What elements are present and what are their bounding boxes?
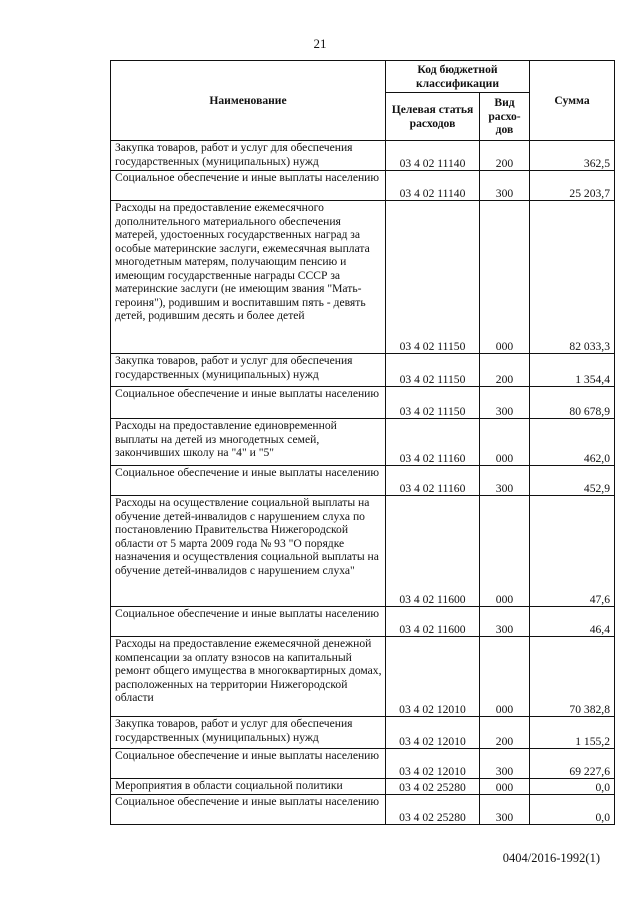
row-name: Расходы на предоставление ежемесячного дополнительного материального обеспечения матерей, удостоенных государственных наград за особые материнские заслуги, ежемесячная выплата многодетным матерям, получающим пенсию и имеющим государственные награды СССР за материнские заслуги (не имеющим звания "Мать-героиня"), родившим и воспитавшим пять - девять детей, родившим десять и более детей	[111, 201, 386, 354]
row-sum: 452,9	[530, 466, 615, 496]
row-name: Мероприятия в области социальной политики	[111, 779, 386, 795]
table-row	[111, 141, 615, 171]
row-kind: 000	[480, 201, 530, 354]
row-code: 03 4 02 11600	[386, 607, 480, 637]
row-sum: 47,6	[530, 496, 615, 607]
header-code-group: Код бюджетной классификации	[386, 61, 530, 93]
row-code: 03 4 02 11140	[386, 141, 480, 171]
row-code: 03 4 02 12010	[386, 637, 480, 717]
row-code: 03 4 02 11600	[386, 496, 480, 607]
row-kind: 300	[480, 749, 530, 779]
budget-table	[110, 60, 615, 825]
row-name: Расходы на осуществление социальной выплаты на обучение детей-инвалидов с нарушением слуха по постановлению Правительства Нижегородской области от 5 марта 2009 года № 93 "О порядке назначения и осуществления социальной выплаты на обучение детей-инвалидов с нарушением слуха"	[111, 496, 386, 607]
header-expense-type: Вид расхо-дов	[480, 93, 530, 141]
table-row	[111, 795, 615, 825]
page-number: 21	[313, 36, 327, 51]
table-row	[111, 201, 615, 354]
table-row	[111, 466, 615, 496]
row-sum: 462,0	[530, 419, 615, 466]
table-row	[111, 637, 615, 717]
row-kind: 300	[480, 466, 530, 496]
table-row	[111, 779, 615, 795]
row-code: 03 4 02 11160	[386, 419, 480, 466]
table-row	[111, 419, 615, 466]
row-sum: 70 382,8	[530, 637, 615, 717]
table-row	[111, 387, 615, 419]
table-row	[111, 749, 615, 779]
row-name: Социальное обеспечение и иные выплаты населению	[111, 171, 386, 201]
header-target-article: Целевая статья расходов	[386, 93, 480, 141]
row-code: 03 4 02 12010	[386, 717, 480, 749]
row-kind: 300	[480, 795, 530, 825]
row-code: 03 4 02 11150	[386, 354, 480, 387]
row-sum: 0,0	[530, 795, 615, 825]
row-code: 03 4 02 25280	[386, 779, 480, 795]
row-sum: 69 227,6	[530, 749, 615, 779]
row-kind: 000	[480, 637, 530, 717]
row-kind: 000	[480, 419, 530, 466]
table-row	[111, 496, 615, 607]
row-sum: 82 033,3	[530, 201, 615, 354]
header-sum: Сумма	[530, 61, 615, 141]
row-kind: 200	[480, 354, 530, 387]
row-sum: 362,5	[530, 141, 615, 171]
row-sum: 25 203,7	[530, 171, 615, 201]
row-sum: 1 155,2	[530, 717, 615, 749]
row-kind: 300	[480, 171, 530, 201]
row-code: 03 4 02 11140	[386, 171, 480, 201]
row-name: Расходы на предоставление единовременной выплаты на детей из многодетных семей, закончивших школу на "4" и "5"	[111, 419, 386, 466]
row-code: 03 4 02 12010	[386, 749, 480, 779]
table-row	[111, 171, 615, 201]
row-code: 03 4 02 11150	[386, 201, 480, 354]
row-name: Социальное обеспечение и иные выплаты населению	[111, 387, 386, 419]
row-code: 03 4 02 11160	[386, 466, 480, 496]
row-code: 03 4 02 11150	[386, 387, 480, 419]
row-name: Социальное обеспечение и иные выплаты населению	[111, 466, 386, 496]
row-kind: 300	[480, 607, 530, 637]
row-kind: 000	[480, 779, 530, 795]
row-kind: 200	[480, 141, 530, 171]
document-number: 0404/2016-1992(1)	[502, 851, 600, 865]
header-name: Наименование	[111, 61, 386, 141]
row-sum: 1 354,4	[530, 354, 615, 387]
row-name: Социальное обеспечение и иные выплаты населению	[111, 749, 386, 779]
table-header	[111, 61, 615, 141]
row-kind: 000	[480, 496, 530, 607]
row-sum: 0,0	[530, 779, 615, 795]
row-name: Закупка товаров, работ и услуг для обеспечения государственных (муниципальных) нужд	[111, 141, 386, 171]
row-name: Расходы на предоставление ежемесячной денежной компенсации за оплату взносов на капитальный ремонт общего имущества в многоквартирных домах, расположенных на территории Нижегородской области	[111, 637, 386, 717]
row-sum: 46,4	[530, 607, 615, 637]
row-name: Закупка товаров, работ и услуг для обеспечения государственных (муниципальных) нужд	[111, 717, 386, 749]
row-name: Социальное обеспечение и иные выплаты населению	[111, 607, 386, 637]
table-row	[111, 717, 615, 749]
row-name: Закупка товаров, работ и услуг для обеспечения государственных (муниципальных) нужд	[111, 354, 386, 387]
table-row	[111, 354, 615, 387]
row-sum: 80 678,9	[530, 387, 615, 419]
row-name: Социальное обеспечение и иные выплаты населению	[111, 795, 386, 825]
row-kind: 300	[480, 387, 530, 419]
row-code: 03 4 02 25280	[386, 795, 480, 825]
table-row	[111, 607, 615, 637]
row-kind: 200	[480, 717, 530, 749]
